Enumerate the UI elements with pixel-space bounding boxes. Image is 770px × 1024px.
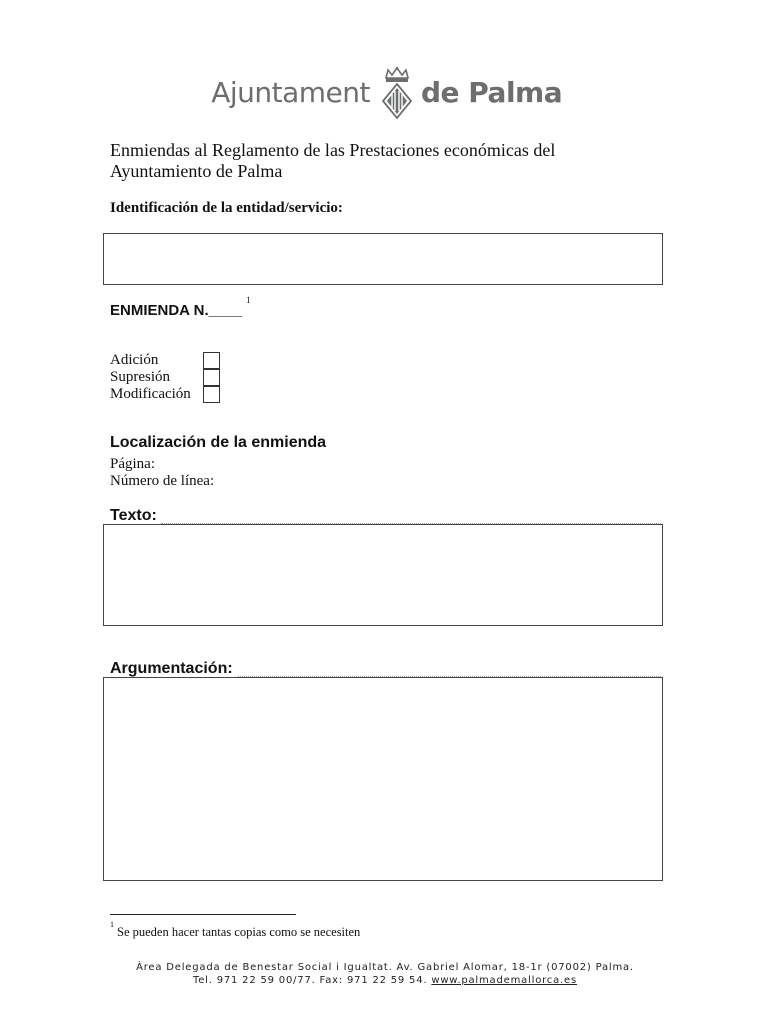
option-adicion-label: Adición [110, 352, 159, 368]
enmienda-number-label [110, 295, 251, 319]
argumentacion-heading: Argumentación: [110, 660, 233, 677]
header-logo [0, 64, 770, 124]
argumentacion-field[interactable] [103, 677, 663, 881]
numero-linea-label: Número de línea: [110, 473, 215, 489]
footnote [110, 920, 361, 940]
footer-phone-fax: Tel. 971 22 59 00/77. Fax: 971 22 59 54. [193, 975, 432, 986]
footer-address: Àrea Delegada de Benestar Social i Igualtat. Av. Gabriel Alomar, 18-1r (07002) Palma. [136, 962, 634, 973]
localizacion-heading: Localización de la enmienda [110, 434, 327, 451]
identification-field[interactable] [103, 233, 663, 285]
document-title-line-2: Ayuntamiento de Palma [110, 161, 283, 181]
adicion-checkbox[interactable] [203, 352, 220, 369]
option-supresion-label: Supresión [110, 369, 170, 385]
footer-contact [0, 975, 770, 986]
texto-field[interactable] [103, 524, 663, 626]
logo-text-de-palma: de Palma [421, 76, 563, 109]
footnote-ref: 1 [245, 295, 251, 305]
option-modificacion-label: Modificación [110, 386, 191, 402]
texto-heading: Texto: [110, 507, 157, 524]
logo-text-ajuntament: Ajuntament [211, 76, 370, 109]
pagina-label: Página: [110, 456, 155, 472]
footer-website-link[interactable]: www.palmademallorca.es [431, 975, 577, 986]
identification-label: Identificación de la entidad/servicio: [110, 200, 343, 216]
footnote-number: 1 [110, 920, 114, 929]
footnote-text: Se pueden hacer tantas copias como se necesiten [117, 925, 361, 940]
modificacion-checkbox[interactable] [203, 386, 220, 403]
footnote-separator [110, 914, 296, 915]
document-title-line-1: Enmiendas al Reglamento de las Prestaciones económicas del [110, 140, 556, 160]
enmienda-label-text: ENMIENDA N.____ [110, 302, 242, 319]
coat-of-arms-icon [380, 66, 414, 122]
supresion-checkbox[interactable] [203, 369, 220, 386]
